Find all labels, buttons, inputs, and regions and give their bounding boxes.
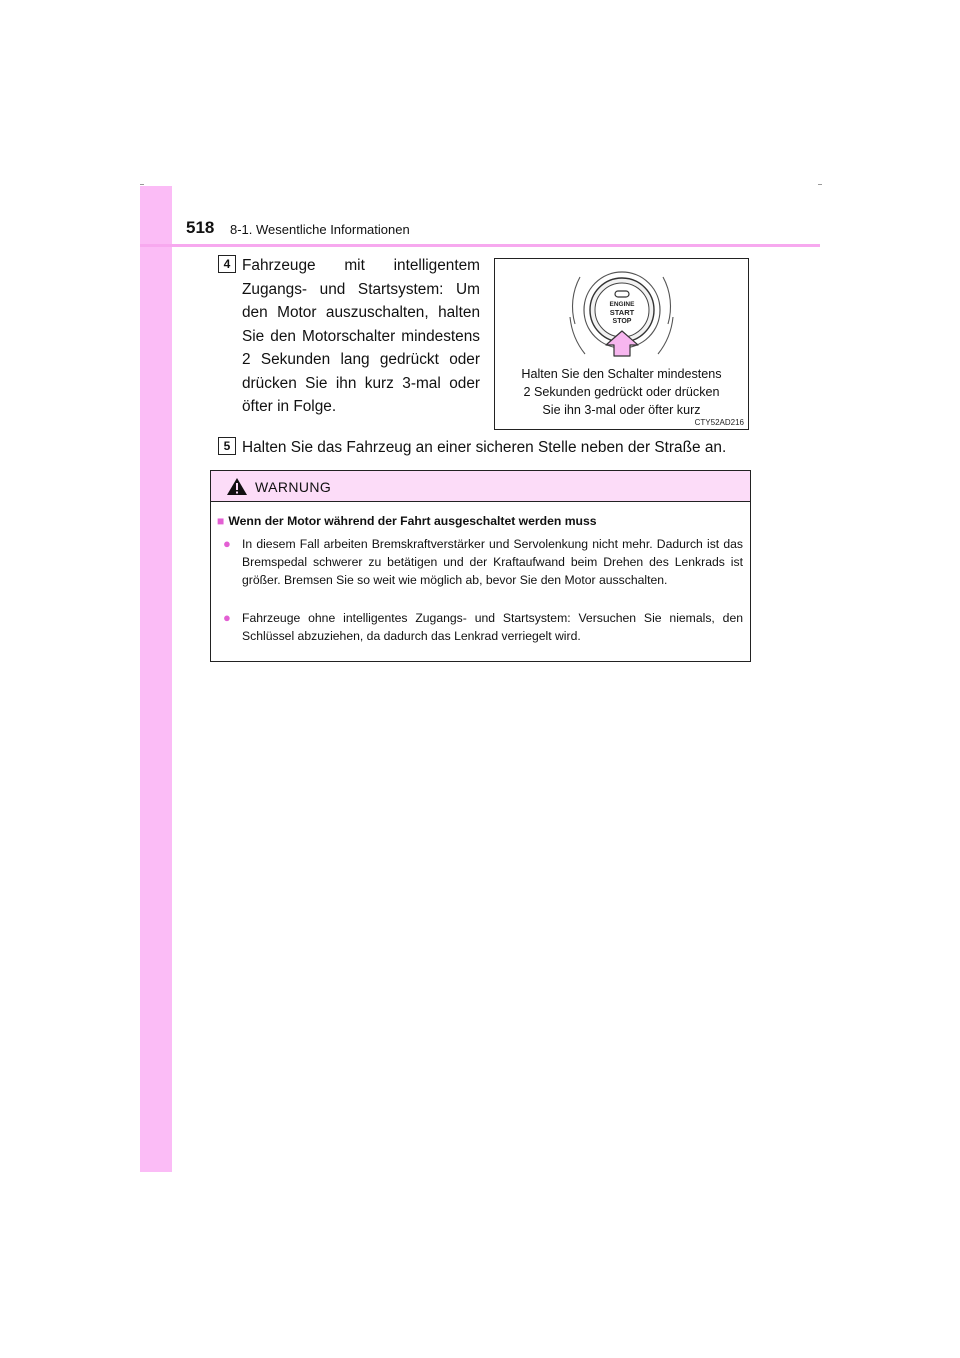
figure-caption-line: 2 Sekunden gedrückt oder drücken (523, 385, 720, 399)
page-side-tab (140, 186, 172, 1172)
header-divider (140, 244, 820, 247)
heading-square-icon: ■ (217, 514, 225, 528)
section-title: 8-1. Wesentliche Informationen (230, 222, 410, 237)
crop-mark-right (818, 184, 822, 185)
switch-label-engine: ENGINE (609, 301, 635, 308)
crop-mark-left (140, 184, 144, 185)
engine-switch-figure (494, 258, 749, 430)
switch-label-start: START (609, 308, 635, 317)
figure-caption (495, 365, 748, 419)
figure-code: CTY52AD216 (694, 418, 744, 427)
page-number: 518 (186, 218, 215, 237)
press-arc-left-outer (572, 277, 580, 324)
warning-bullet (223, 535, 743, 589)
warning-header (211, 471, 750, 502)
bullet-dot-icon: ● (223, 536, 231, 551)
step-text: Halten Sie das Fahrzeug an einer sicheren Stelle neben der Straße an. (242, 439, 727, 456)
warning-triangle-icon (226, 477, 248, 496)
press-arc-right-outer (663, 277, 671, 324)
warning-title: WARNUNG (255, 479, 332, 495)
step-number-badge: 4 (218, 255, 236, 273)
press-arc-right-lower (658, 317, 673, 354)
warning-bullet-text: In diesem Fall arbeiten Bremskraftverstärker und Servolenkung nicht mehr. Dadurch ist das Bremspedal schwerer zu betätigen und der Kraftaufwand beim Drehen des Lenkrads ist größer. Bremsen Sie so weit wie möglich ab, bevor Sie den Motor ausschalten. (242, 537, 743, 587)
bullet-dot-icon: ● (223, 610, 231, 625)
figure-caption-line: Halten Sie den Schalter mindestens (521, 367, 722, 381)
warning-box (210, 470, 751, 662)
warning-heading (217, 514, 597, 528)
step-text: Fahrzeuge mit intelligentem Zugangs- und Startsystem: Um den Motor auszuschalten, halten Sie den Motorschalter mindestens 2 Sekunden lang gedrückt oder drücken Sie ihn kurz 3-mal oder öfter in Folge. (242, 257, 480, 415)
press-arc-left-lower (570, 317, 585, 354)
figure-caption-line: Sie ihn 3-mal oder öfter kurz (542, 403, 701, 417)
warning-bullet (223, 609, 743, 645)
warning-heading-text: Wenn der Motor während der Fahrt ausgeschaltet werden muss (228, 514, 597, 528)
step-number-badge: 5 (218, 437, 236, 455)
warning-bullet-text: Fahrzeuge ohne intelligentes Zugangs- und Startsystem: Versuchen Sie niemals, den Schlüssel abzuziehen, da dadurch das Lenkrad verriegelt wird. (242, 611, 743, 643)
switch-label-stop: STOP (612, 318, 632, 325)
